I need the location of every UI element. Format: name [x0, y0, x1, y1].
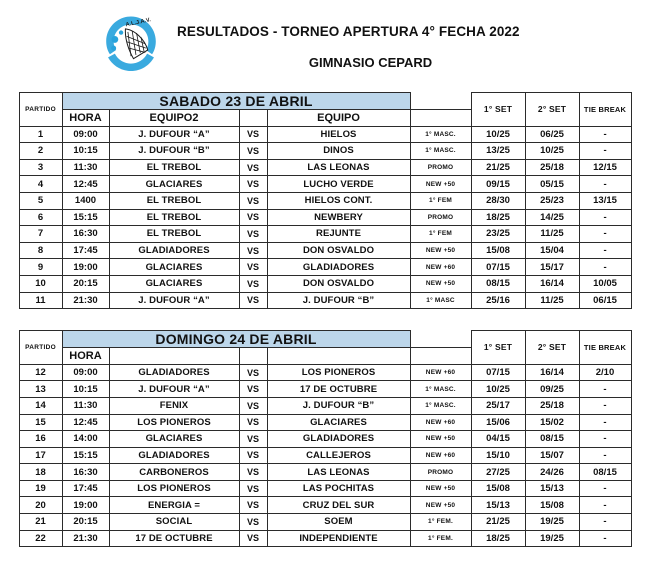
vs-label: VS: [239, 159, 267, 176]
category: 1° FEM: [410, 226, 471, 243]
col-header-tie-break: TIE BREAK: [579, 93, 631, 127]
match-number: 2: [19, 143, 62, 160]
set1-score: 15/06: [471, 414, 525, 431]
set2-score: 19/25: [525, 514, 579, 531]
team-a: SOCIAL: [109, 514, 239, 531]
col-header-set1: 1° SET: [471, 331, 525, 365]
tie-break-score: 08/15: [579, 464, 631, 481]
match-number: 9: [19, 259, 62, 276]
vs-label: VS: [239, 209, 267, 226]
match-number: 5: [19, 192, 62, 209]
team-a: EL TREBOL: [109, 192, 239, 209]
match-number: 7: [19, 226, 62, 243]
vs-label: VS: [239, 259, 267, 276]
set1-score: 07/15: [471, 259, 525, 276]
table-row: [19, 447, 631, 464]
team-a: J. DUFOUR “A”: [109, 381, 239, 398]
team-a: EL TREBOL: [109, 159, 239, 176]
col-header-categoria: [410, 110, 471, 127]
match-number: 18: [19, 464, 62, 481]
tie-break-score: 10/05: [579, 275, 631, 292]
tie-break-score: -: [579, 126, 631, 143]
match-number: 15: [19, 414, 62, 431]
table-row: [19, 226, 631, 243]
vs-label: VS: [239, 176, 267, 193]
vs-label: VS: [239, 530, 267, 547]
team-a: GLACIARES: [109, 431, 239, 448]
match-time: 17:45: [62, 480, 109, 497]
tie-break-score: -: [579, 259, 631, 276]
results-table-saturday: [19, 92, 632, 309]
team-b: LAS LEONAS: [267, 464, 410, 481]
team-b: HIELOS CONT.: [267, 192, 410, 209]
match-time: 15:15: [62, 447, 109, 464]
team-b: GLACIARES: [267, 414, 410, 431]
table-row: [19, 192, 631, 209]
col-header-set2: 2° SET: [525, 93, 579, 127]
table-row: [19, 464, 631, 481]
vs-label: VS: [239, 292, 267, 309]
tie-break-score: 12/15: [579, 159, 631, 176]
set2-score: 06/25: [525, 126, 579, 143]
title-block: [170, 14, 649, 70]
match-number: 13: [19, 381, 62, 398]
set2-score: 25/18: [525, 397, 579, 414]
category: 1° MASC.: [410, 143, 471, 160]
table-row: [19, 530, 631, 547]
match-number: 22: [19, 530, 62, 547]
category: NEW +60: [410, 447, 471, 464]
team-a: GLACIARES: [109, 259, 239, 276]
category: PROMO: [410, 464, 471, 481]
category: NEW +50: [410, 275, 471, 292]
set2-score: 05/15: [525, 176, 579, 193]
set1-score: 25/16: [471, 292, 525, 309]
table-row: [19, 381, 631, 398]
match-time: 21:30: [62, 530, 109, 547]
team-a: LOS PIONEROS: [109, 414, 239, 431]
match-number: 11: [19, 292, 62, 309]
set2-score: 10/25: [525, 143, 579, 160]
col-header-categoria: [410, 348, 471, 365]
category: PROMO: [410, 209, 471, 226]
header-row-banner: [19, 93, 631, 110]
match-number: 20: [19, 497, 62, 514]
col-header-vs-blank: [239, 348, 267, 365]
set1-score: 13/25: [471, 143, 525, 160]
team-b: LAS LEONAS: [267, 159, 410, 176]
col-header-set1: 1° SET: [471, 93, 525, 127]
match-number: 8: [19, 242, 62, 259]
set1-score: 04/15: [471, 431, 525, 448]
tie-break-score: -: [579, 381, 631, 398]
category: NEW +50: [410, 497, 471, 514]
table-row: [19, 143, 631, 160]
match-time: 20:15: [62, 275, 109, 292]
vs-label: VS: [239, 226, 267, 243]
col-header-partido: PARTIDO: [19, 93, 62, 127]
set2-score: 11/25: [525, 226, 579, 243]
team-a: EL TREBOL: [109, 209, 239, 226]
vs-label: VS: [239, 464, 267, 481]
set2-score: 16/14: [525, 275, 579, 292]
table-row: [19, 292, 631, 309]
table-row: [19, 480, 631, 497]
spacer-cell-categoria: [410, 331, 471, 348]
match-number: 14: [19, 397, 62, 414]
col-header-equipo2: EQUIPO2: [109, 110, 239, 127]
logo-container: [92, 14, 170, 76]
page-header: [0, 0, 649, 92]
set2-score: 25/18: [525, 159, 579, 176]
table-row: [19, 126, 631, 143]
set1-score: 10/25: [471, 126, 525, 143]
match-number: 12: [19, 364, 62, 381]
col-header-equipo-blank: [267, 348, 410, 365]
team-b: DON OSVALDO: [267, 242, 410, 259]
set1-score: 15/13: [471, 497, 525, 514]
table-row: [19, 414, 631, 431]
table-row: [19, 431, 631, 448]
team-a: J. DUFOUR “A”: [109, 126, 239, 143]
vs-label: VS: [239, 497, 267, 514]
team-b: 17 DE OCTUBRE: [267, 381, 410, 398]
tie-break-score: -: [579, 143, 631, 160]
set2-score: 15/17: [525, 259, 579, 276]
team-b: REJUNTE: [267, 226, 410, 243]
team-b: J. DUFOUR “B”: [267, 292, 410, 309]
match-number: 3: [19, 159, 62, 176]
category: 1° MASC.: [410, 126, 471, 143]
tie-break-score: 06/15: [579, 292, 631, 309]
set1-score: 08/15: [471, 275, 525, 292]
team-a: ENERGIA =: [109, 497, 239, 514]
category: 1° MASC.: [410, 381, 471, 398]
team-b: J. DUFOUR “B”: [267, 397, 410, 414]
day-banner-saturday: SABADO 23 DE ABRIL: [62, 93, 410, 110]
col-header-equipo2-blank: [109, 348, 239, 365]
vs-label: VS: [239, 414, 267, 431]
table-gap: [0, 309, 649, 330]
table-row: [19, 259, 631, 276]
team-b: LUCHO VERDE: [267, 176, 410, 193]
match-time: 15:15: [62, 209, 109, 226]
tie-break-score: -: [579, 497, 631, 514]
day-banner-sunday: DOMINGO 24 DE ABRIL: [62, 331, 410, 348]
match-number: 10: [19, 275, 62, 292]
tie-break-score: -: [579, 514, 631, 531]
match-time: 11:30: [62, 159, 109, 176]
tie-break-score: -: [579, 447, 631, 464]
set2-score: 11/25: [525, 292, 579, 309]
category: NEW +60: [410, 414, 471, 431]
tie-break-score: -: [579, 176, 631, 193]
match-time: 21:30: [62, 292, 109, 309]
table-row: [19, 514, 631, 531]
set1-score: 21/25: [471, 159, 525, 176]
col-header-equipo: EQUIPO: [267, 110, 410, 127]
set1-score: 28/30: [471, 192, 525, 209]
table-row: [19, 364, 631, 381]
category: PROMO: [410, 159, 471, 176]
team-b: SOEM: [267, 514, 410, 531]
col-header-tie-break: TIE BREAK: [579, 331, 631, 365]
vs-label: VS: [239, 143, 267, 160]
aljav-volleyball-club-logo: [100, 14, 162, 76]
tie-break-score: -: [579, 414, 631, 431]
table-body-saturday: [19, 126, 631, 309]
set1-score: 18/25: [471, 530, 525, 547]
team-b: DINOS: [267, 143, 410, 160]
tie-break-score: 13/15: [579, 192, 631, 209]
set2-score: 24/26: [525, 464, 579, 481]
set1-score: 15/10: [471, 447, 525, 464]
page-title: RESULTADOS - TORNEO APERTURA 4° FECHA 2022: [177, 24, 520, 39]
category: NEW +50: [410, 176, 471, 193]
vs-label: VS: [239, 192, 267, 209]
set2-score: 19/25: [525, 530, 579, 547]
team-a: J. DUFOUR “B”: [109, 143, 239, 160]
team-a: GLACIARES: [109, 176, 239, 193]
team-a: GLADIADORES: [109, 364, 239, 381]
set2-score: 15/13: [525, 480, 579, 497]
team-a: GLACIARES: [109, 275, 239, 292]
table-body-sunday: [19, 364, 631, 547]
set1-score: 09/15: [471, 176, 525, 193]
category: NEW +50: [410, 242, 471, 259]
set1-score: 23/25: [471, 226, 525, 243]
table-row: [19, 497, 631, 514]
team-a: J. DUFOUR “A”: [109, 292, 239, 309]
set2-score: 09/25: [525, 381, 579, 398]
col-header-hora: HORA: [62, 348, 109, 365]
category: NEW +50: [410, 431, 471, 448]
svg-text:A.L.J.A.V.: A.L.J.A.V.: [125, 17, 152, 29]
match-time: 20:15: [62, 514, 109, 531]
vs-label: VS: [239, 242, 267, 259]
team-a: LOS PIONEROS: [109, 480, 239, 497]
team-b: LOS PIONEROS: [267, 364, 410, 381]
match-time: 10:15: [62, 143, 109, 160]
team-a: CARBONEROS: [109, 464, 239, 481]
team-b: CRUZ DEL SUR: [267, 497, 410, 514]
team-a: GLADIADORES: [109, 447, 239, 464]
results-table-sunday: [19, 330, 632, 547]
team-b: LAS POCHITAS: [267, 480, 410, 497]
col-header-hora: HORA: [62, 110, 109, 127]
vs-label: VS: [239, 447, 267, 464]
team-a: FENIX: [109, 397, 239, 414]
vs-label: VS: [239, 126, 267, 143]
category: NEW +60: [410, 259, 471, 276]
set1-score: 27/25: [471, 464, 525, 481]
table-row: [19, 242, 631, 259]
team-a: EL TREBOL: [109, 226, 239, 243]
venue-subtitle: GIMNASIO CEPARD: [308, 55, 433, 70]
tie-break-score: -: [579, 242, 631, 259]
team-b: GLADIADORES: [267, 431, 410, 448]
category: 1° FEM.: [410, 530, 471, 547]
set1-score: 07/15: [471, 364, 525, 381]
match-time: 12:45: [62, 414, 109, 431]
vs-label: VS: [239, 514, 267, 531]
set1-score: 15/08: [471, 242, 525, 259]
category: 1° FEM: [410, 192, 471, 209]
team-b: CALLEJEROS: [267, 447, 410, 464]
match-time: 16:30: [62, 464, 109, 481]
match-time: 1400: [62, 192, 109, 209]
team-a: 17 DE OCTUBRE: [109, 530, 239, 547]
set2-score: 15/08: [525, 497, 579, 514]
table-row: [19, 275, 631, 292]
spacer-cell-categoria: [410, 93, 471, 110]
set2-score: 15/02: [525, 414, 579, 431]
set2-score: 14/25: [525, 209, 579, 226]
match-number: 6: [19, 209, 62, 226]
match-number: 1: [19, 126, 62, 143]
header-row-banner: [19, 331, 631, 348]
table-row: [19, 159, 631, 176]
tie-break-score: -: [579, 431, 631, 448]
table-row: [19, 397, 631, 414]
tie-break-score: -: [579, 530, 631, 547]
vs-label: VS: [239, 480, 267, 497]
results-sheet-saturday: [19, 92, 631, 309]
set1-score: 21/25: [471, 514, 525, 531]
match-time: 09:00: [62, 364, 109, 381]
results-sheet-sunday: [19, 330, 631, 547]
match-time: 16:30: [62, 226, 109, 243]
match-time: 11:30: [62, 397, 109, 414]
vs-label: VS: [239, 364, 267, 381]
table-row: [19, 176, 631, 193]
category: NEW +50: [410, 480, 471, 497]
table-row: [19, 209, 631, 226]
match-number: 16: [19, 431, 62, 448]
match-number: 19: [19, 480, 62, 497]
set2-score: 15/04: [525, 242, 579, 259]
table-head: [19, 93, 631, 127]
tie-break-score: -: [579, 480, 631, 497]
vs-label: VS: [239, 397, 267, 414]
team-b: INDEPENDIENTE: [267, 530, 410, 547]
category: NEW +60: [410, 364, 471, 381]
set1-score: 18/25: [471, 209, 525, 226]
match-time: 09:00: [62, 126, 109, 143]
team-b: GLADIADORES: [267, 259, 410, 276]
col-header-vs-blank: [239, 110, 267, 127]
match-time: 19:00: [62, 497, 109, 514]
set2-score: 16/14: [525, 364, 579, 381]
team-b: HIELOS: [267, 126, 410, 143]
match-time: 10:15: [62, 381, 109, 398]
category: 1° FEM.: [410, 514, 471, 531]
vs-label: VS: [239, 381, 267, 398]
col-header-set2: 2° SET: [525, 331, 579, 365]
set1-score: 15/08: [471, 480, 525, 497]
match-number: 21: [19, 514, 62, 531]
tie-break-score: -: [579, 397, 631, 414]
set2-score: 08/15: [525, 431, 579, 448]
match-time: 14:00: [62, 431, 109, 448]
category: 1° MASC: [410, 292, 471, 309]
set2-score: 25/23: [525, 192, 579, 209]
vs-label: VS: [239, 275, 267, 292]
vs-label: VS: [239, 431, 267, 448]
team-b: NEWBERY: [267, 209, 410, 226]
set2-score: 15/07: [525, 447, 579, 464]
team-b: DON OSVALDO: [267, 275, 410, 292]
match-time: 17:45: [62, 242, 109, 259]
match-time: 12:45: [62, 176, 109, 193]
match-number: 4: [19, 176, 62, 193]
team-a: GLADIADORES: [109, 242, 239, 259]
match-time: 19:00: [62, 259, 109, 276]
tie-break-score: -: [579, 226, 631, 243]
set1-score: 25/17: [471, 397, 525, 414]
category: 1° MASC.: [410, 397, 471, 414]
set1-score: 10/25: [471, 381, 525, 398]
table-head: [19, 331, 631, 365]
tie-break-score: -: [579, 209, 631, 226]
col-header-partido: PARTIDO: [19, 331, 62, 365]
tie-break-score: 2/10: [579, 364, 631, 381]
match-number: 17: [19, 447, 62, 464]
